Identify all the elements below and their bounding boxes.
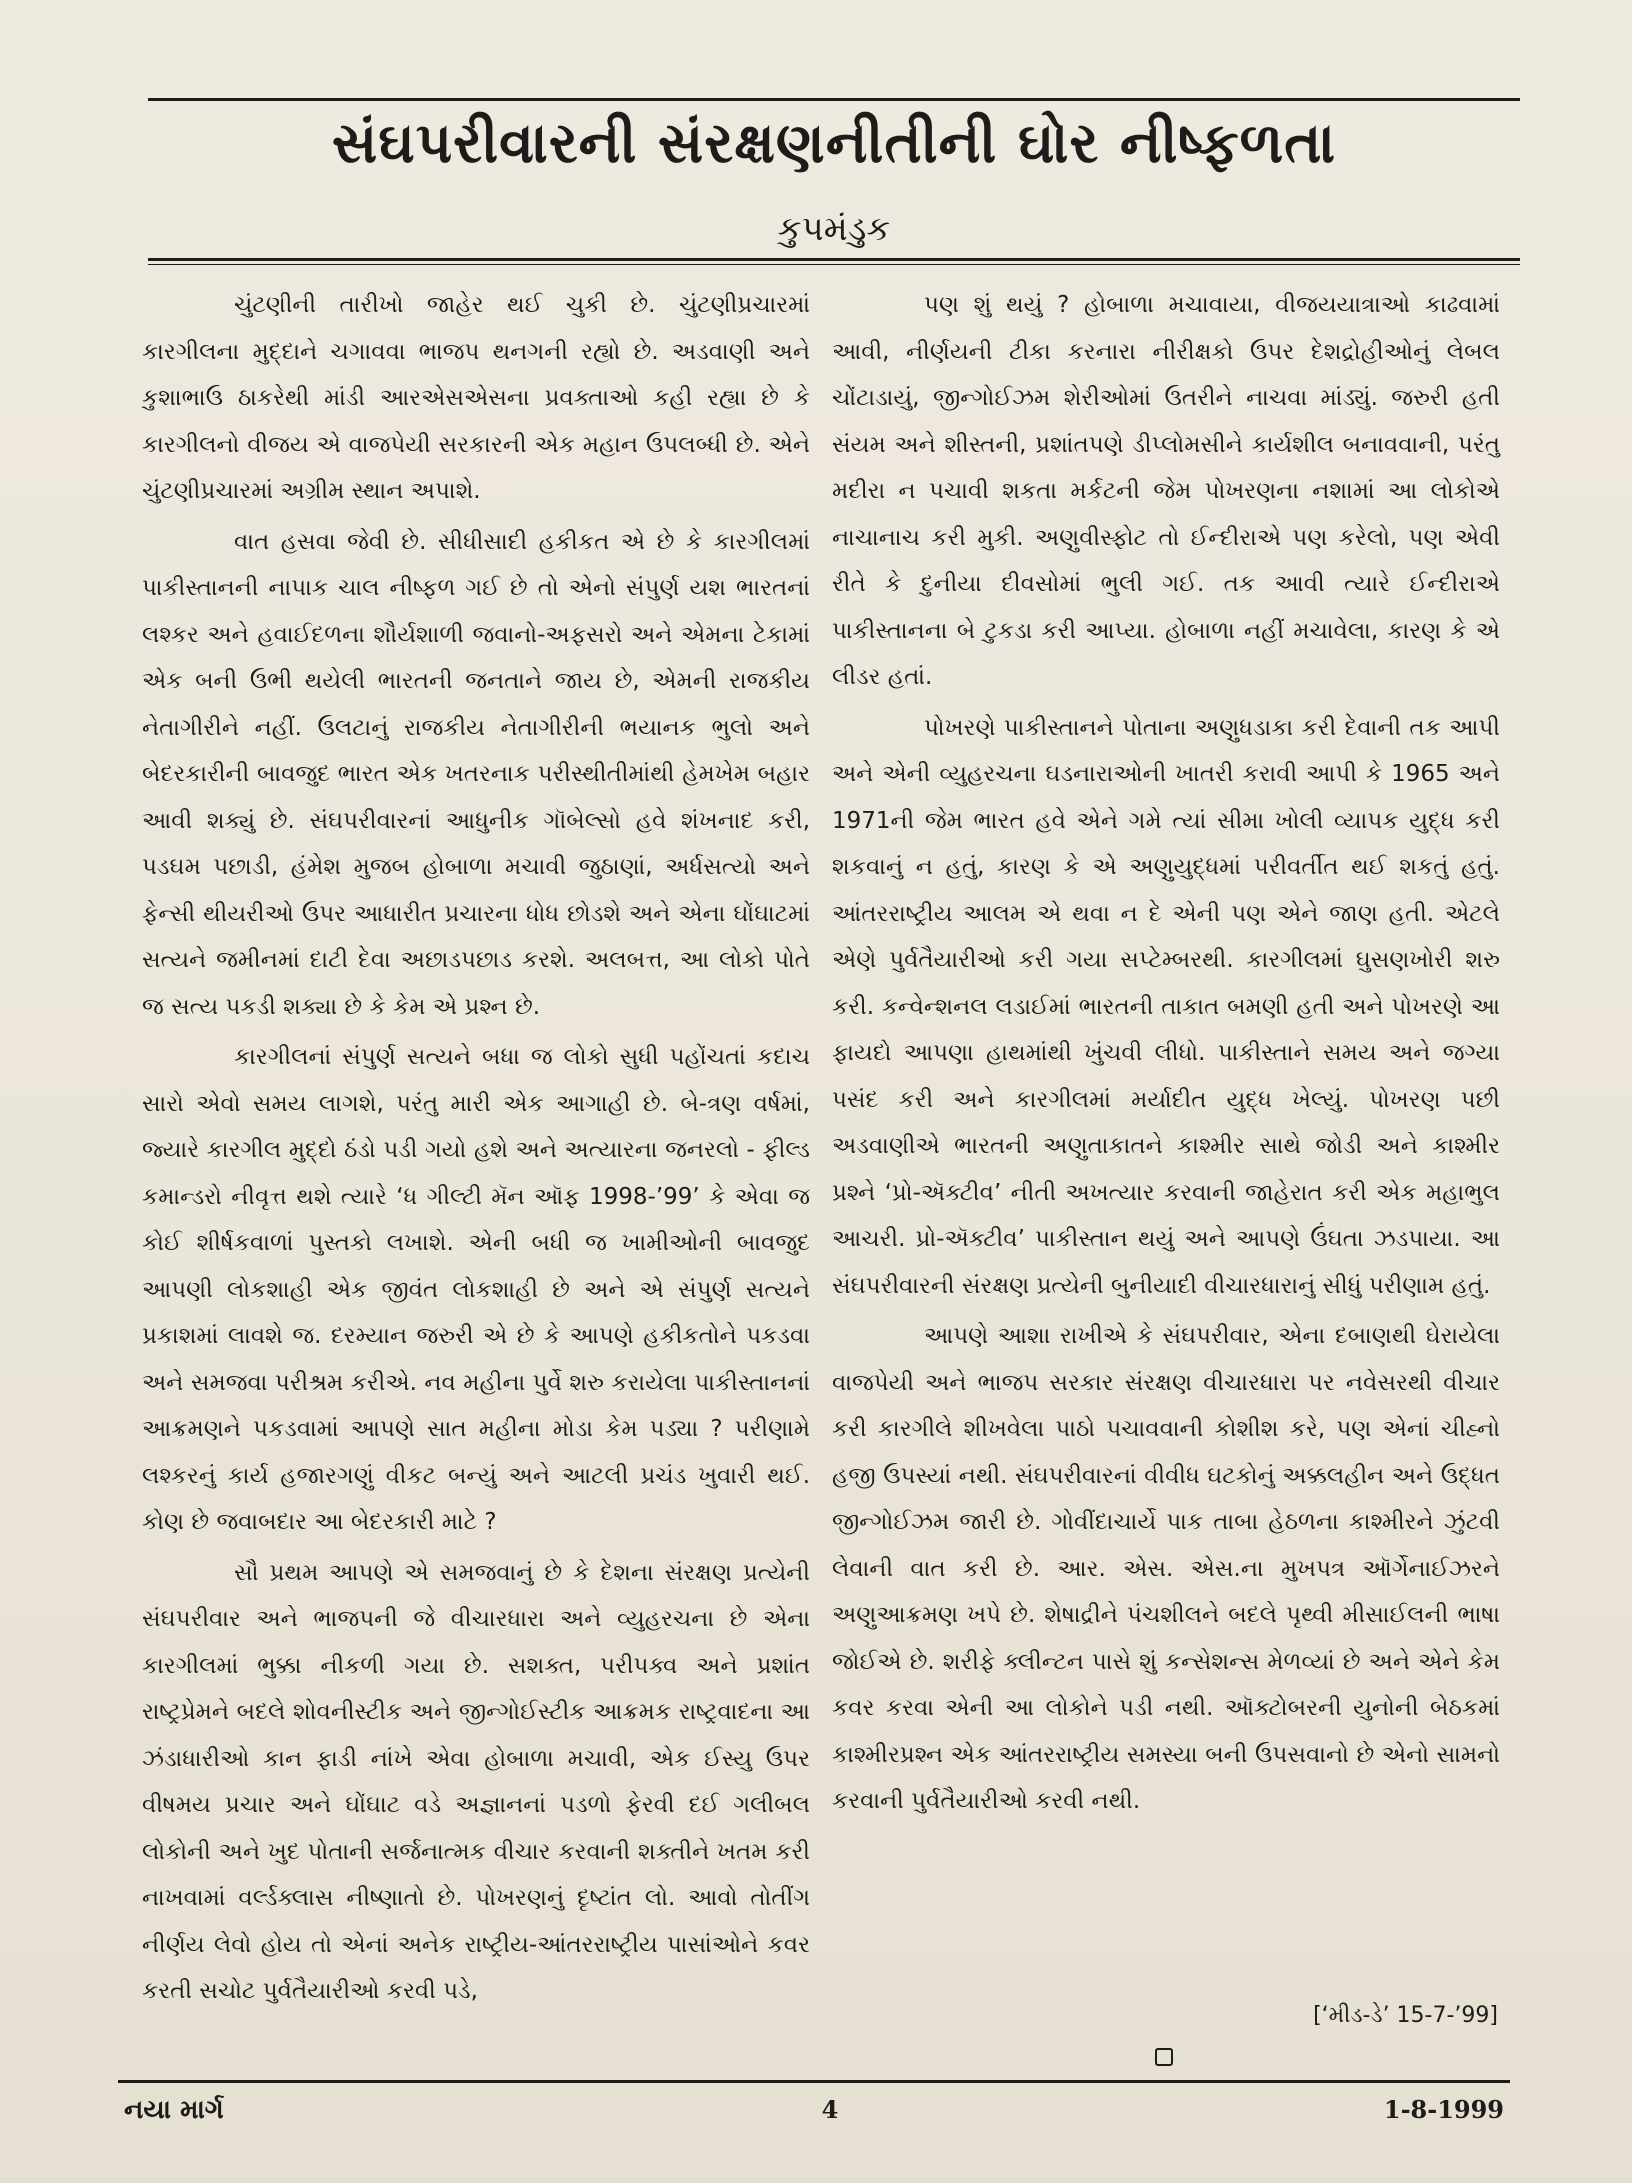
author-byline: કુપમંડુક bbox=[777, 209, 891, 249]
paragraph: સૌ પ્રથમ આપણે એ સમજવાનું છે કે દેશના સંરક્ષણ પ્રત્યેની સંઘપરીવાર અને ભાજપની જે વીચારધારા અને વ્યુહરચના છે એના કારગીલમાં ભુક્કા નીકળી ગયા છે. સશક્ત, પરીપક્વ અને પ્રશાંત રાષ્ટ્રપ્રેમને બદલે શોવનીસ્ટીક અને જીન્ગોઈસ્ટીક આક્રમક રાષ્ટ્રવાદના આ ઝંડાધારીઓ કાન ફાડી નાંખે એવા હોબાળા મચાવી, એક ઈસ્યુ ઉપર વીષમય પ્રચાર અને ઘોંઘાટ વડે અજ્ઞાનનાં પડળો ફેરવી દઈ ગલીબલ લોકોની અને ખુદ પોતાની સર્જનાત્મક વીચાર કરવાની શક્તીને ખતમ કરી નાખવામાં વર્લ્ડક્લાસ નીષ્ણાતો છે. પોખરણનું દૃષ્ટાંત લો. આવો તોતીંગ નીર્ણય લેવો હોય તો એનાં અનેક રાષ્ટ્રીય-આંતરરાષ્ટ્રીય પાસાંઓને કવર કરતી સચોટ પુર્વતૈયારીઓ કરવી પડે, bbox=[142, 1559, 810, 2004]
issue-date: 1-8-1999 bbox=[1383, 2095, 1504, 2124]
right-column bbox=[832, 282, 1500, 1829]
left-column bbox=[142, 282, 810, 2019]
article-title: સંઘપરીવારની સંરક્ષણનીતીની ઘોર નીષ્ફળતા bbox=[331, 111, 1337, 176]
paragraph: પણ શું થયું ? હોબાળા મચાવાયા, વીજયયાત્રાઓ કાઢવામાં આવી, નીર્ણયની ટીકા કરનારા નીરીક્ષકો ઉપર દેશદ્રોહીઓનું લેબલ ચોંટાડાયું, જીન્ગોઈઝમ શેરીઓમાં ઉતરીને નાચવા માંડ્યું. જરુરી હતી સંયમ અને શીસ્તની, પ્રશાંતપણે ડીપ્લોમસીને કાર્યશીલ બનાવવાની, પરંતુ મદીરા ન પચાવી શકતા મર્કટની જેમ પોખરણના નશામાં આ લોકોએ નાચાનાચ કરી મુકી. અણુવીસ્ફોટ તો ઈન્દીરાએ પણ કરેલો, પણ એવી રીતે કે દુનીયા દીવસોમાં ભુલી ગઈ. તક આવી ત્યારે ઈન્દીરાએ પાકીસ્તાનના બે ટુકડા કરી આપ્યા. હોબાળા નહીં મચાવેલા, કારણ કે એ લીડર હતાં. bbox=[832, 292, 1500, 690]
page-number: 4 bbox=[821, 2095, 839, 2124]
paragraph: વાત હસવા જેવી છે. સીધીસાદી હકીકત એ છે કે કારગીલમાં પાકીસ્તાનની નાપાક ચાલ નીષ્ફળ ગઈ છે તો એનો સંપુર્ણ યશ ભારતનાં લશ્કર અને હવાઈદળના શૌર્યશાળી જવાનો-અફસરો અને એમના ટેકામાં એક બની ઉભી થયેલી ભારતની જનતાને જાય છે, એમની રાજકીય નેતાગીરીને નહીં. ઉલટાનું રાજકીય નેતાગીરીની ભયાનક ભુલો અને બેદરકારીની બાવજુદ ભારત એક ખતરનાક પરીસ્થીતીમાંથી હેમખેમ બહાર આવી શક્યું છે. સંઘપરીવારનાં આધુનીક ગૉબેલ્સો હવે શંખનાદ કરી, પડઘમ પછાડી, હંમેશ મુજબ હોબાળા મચાવી જુઠાણાં, અર્ધસત્યો અને ફેન્સી થીયરીઓ ઉપર આધારીત પ્રચારના ધોધ છોડશે અને એના ઘોંઘાટમાં સત્યને જમીનમાં દાટી દેવા અછાડપછાડ કરશે. અલબત્ત, આ લોકો પોતે જ સત્ય પકડી શક્યા છે કે કેમ એ પ્રશ્ન છે. bbox=[142, 528, 810, 1020]
source-citation: [‘મીડ-ડે’ 15-7-’99] bbox=[1313, 2003, 1498, 2028]
header-rule bbox=[148, 258, 1520, 261]
publication-name: નયા માર્ગ bbox=[124, 2095, 224, 2125]
footer-rule bbox=[118, 2080, 1510, 2083]
header-rule-thin bbox=[148, 264, 1520, 265]
paragraph: પોખરણે પાકીસ્તાનને પોતાના અણુધડાકા કરી દેવાની તક આપી અને એની વ્યુહરચના ઘડનારાઓની ખાતરી કરાવી આપી કે 1965 અને 1971ની જેમ ભારત હવે એને ગમે ત્યાં સીમા ખોલી વ્યાપક યુદ્ધ કરી શકવાનું ન હતું, કારણ કે એ અણુયુદ્ધમાં પરીવર્તીત થઈ શકતું હતું. આંતરરાષ્ટ્રીય આલમ એ થવા ન દે એની પણ એને જાણ હતી. એટલે એણે પુર્વતૈયારીઓ કરી ગયા સપ્ટેમ્બરથી. કારગીલમાં ઘુસણખોરી શરુ કરી. કન્વેન્શનલ લડાઈમાં ભારતની તાકાત બમણી હતી અને પોખરણે આ ફાયદો આપણા હાથમાંથી ખુંચવી લીધો. પાકીસ્તાને સમય અને જગ્યા પસંદ કરી અને કારગીલમાં મર્યાદીત યુદ્ધ ખેલ્યું. પોખરણ પછી અડવાણીએ ભારતની અણુતાકાતને કાશ્મીર સાથે જોડી અને કાશ્મીર પ્રશ્ને ‘પ્રો-ઍક્ટીવ’ નીતી અખત્યાર કરવાની જાહેરાત કરી એક મહાભુલ આચરી. પ્રો-ઍક્ટીવ’ પાકીસ્તાન થયું અને આપણે ઉંઘતા ઝડપાયા. આ સંઘપરીવારની સંરક્ષણ પ્રત્યેની બુનીયાદી વીચારધારાનું સીધું પરીણામ હતું. bbox=[832, 714, 1500, 1299]
paragraph: આપણે આશા રાખીએ કે સંઘપરીવાર, એના દબાણથી ઘેરાયેલા વાજપેયી અને ભાજપ સરકાર સંરક્ષણ વીચારધારા પર નવેસરથી વીચાર કરી કારગીલે શીખવેલા પાઠો પચાવવાની કોશીશ કરે, પણ એનાં ચીહ્નો હજી ઉપસ્યાં નથી. સંઘપરીવારનાં વીવીધ ઘટકોનું અક્કલહીન અને ઉદ્ધત જીન્ગોઈઝમ જારી છે. ગોવીંદાચાર્યે પાક તાબા હેઠળના કાશ્મીરને ઝુંટવી લેવાની વાત કરી છે. આર. એસ. એસ.ના મુખપત્ર ઑર્ગેનાઈઝરને અણુઆક્રમણ ખપે છે. શેષાદ્રીને પંચશીલને બદલે પૃથ્વી મીસાઈલની ભાષા જોઈએ છે. શરીફે ક્લીન્ટન પાસે શું કન્સેશન્સ મેળવ્યાં છે અને એને કેમ કવર કરવા એની આ લોકોને પડી નથી. ઑક્ટોબરની યુનોની બેઠકમાં કાશ્મીરપ્રશ્ન એક આંતરરાષ્ટ્રીય સમસ્યા બની ઉપસવાનો છે એનો સામનો કરવાની પુર્વતૈયારીઓ કરવી નથી. bbox=[832, 1323, 1500, 1814]
end-of-article-icon bbox=[1155, 2048, 1173, 2066]
paragraph: કારગીલનાં સંપુર્ણ સત્યને બધા જ લોકો સુધી પહોંચતાં કદાચ સારો એવો સમય લાગશે, પરંતુ મારી એક આગાહી છે. બે-ત્રણ વર્ષમાં, જ્યારે કારગીલ મુદ્દો ઠંડો પડી ગયો હશે અને અત્યારના જનરલો - ફીલ્ડ કમાન્ડરો નીવૃત્ત થશે ત્યારે ‘ધ ગીલ્ટી મૅન ઑફ 1998-’99’ કે એવા જ કોઈ શીર્ષકવાળાં પુસ્તકો લખાશે. એની બધી જ ખામીઓની બાવજુદ આપણી લોકશાહી એક જીવંત લોકશાહી છે અને એ સંપુર્ણ સત્યને પ્રકાશમાં લાવશે જ. દરમ્યાન જરુરી એ છે કે આપણે હકીકતોને પકડવા અને સમજવા પરીશ્રમ કરીએ. નવ મહીના પુર્વે શરુ કરાયેલા પાકીસ્તાનનાં આક્રમણને પકડવામાં આપણે સાત મહીના મોડા કેમ પડ્યા ? પરીણામે લશ્કરનું કાર્ય હજારગણું વીકટ બન્યું અને આટલી પ્રચંડ ખુવારી થઈ. કોણ છે જવાબદાર આ બેદરકારી માટે ? bbox=[142, 1044, 810, 1535]
top-rule bbox=[148, 98, 1520, 101]
paragraph: ચુંટણીની તારીખો જાહેર થઈ ચુકી છે. ચુંટણીપ્રચારમાં કારગીલના મુદ્દાને ચગાવવા ભાજપ થનગની રહ્યો છે. અડવાણી અને કુશાભાઉ ઠાકરેથી માંડી આરએસએસના પ્રવક્તાઓ કહી રહ્યા છે કે કારગીલનો વીજય એ વાજપેયી સરકારની એક મહાન ઉપલબ્ધી છે. એને ચુંટણીપ્રચારમાં અગ્રીમ સ્થાન અપાશે. bbox=[142, 292, 810, 504]
